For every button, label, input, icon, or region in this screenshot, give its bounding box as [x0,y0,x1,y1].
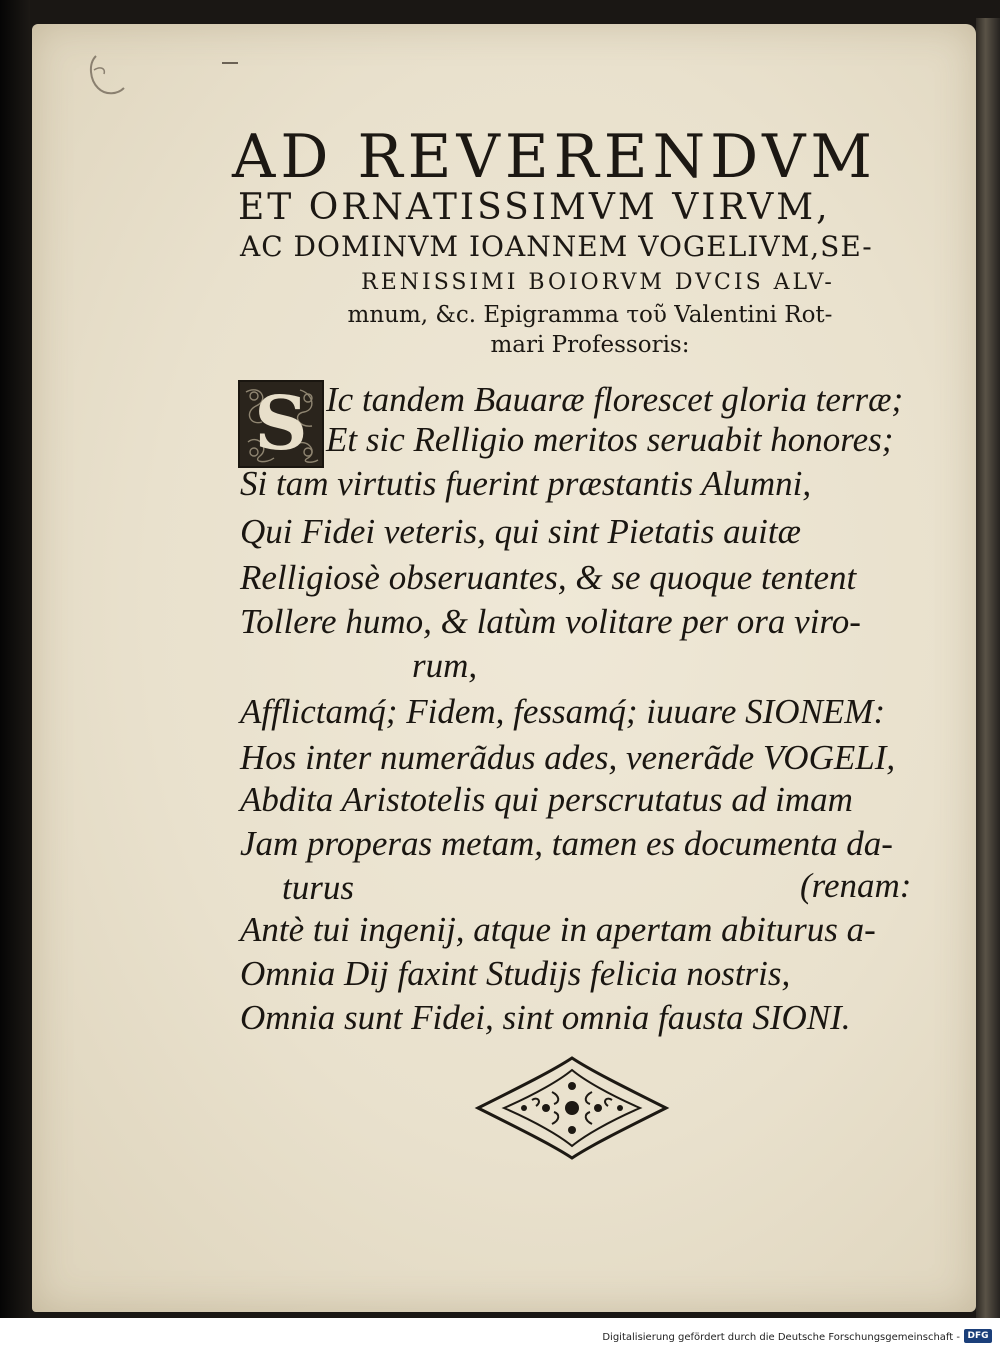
heading-line-5: mnum, &c. Epigramma τοῦ Valentini Rot- [347,302,833,328]
poem-line: Qui Fidei veteris, qui sint Pietatis auitæ [240,512,801,551]
heading-line-4: RENISSIMI BOIORVM DVCIS ALV- [361,270,835,295]
poem-line: Relligiosè obseruantes, & se quoque tentent [240,558,857,597]
poem-line: Omnia sunt Fidei, sint omnia fausta SIONI. [240,998,851,1037]
fleuron-ornament-icon [472,1052,672,1164]
poem-line: Ic tandem Bauaræ florescet gloria terræ; [326,380,904,419]
poem-line: rum, [412,646,478,685]
poem-line: Hos inter numerãdus ades, venerãde VOGELI, [240,738,896,777]
book-right-edge [976,18,1000,1318]
poem-line: turus [282,868,354,907]
footer-credit: Digitalisierung gefördert durch die Deutsche Forschungsgemeinschaft - [602,1332,960,1343]
book-left-edge [0,0,30,1347]
heading-line-1: AD REVERENDVM [232,122,877,192]
poem-line: Omnia Dij faxint Studijs felicia nostris, [240,954,791,993]
poem-line: Abdita Aristotelis qui perscrutatus ad imam [240,780,853,819]
poem-line: Et sic Relligio meritos seruabit honores; [326,420,894,459]
initial-letter: S [254,381,308,467]
poem-line: Si tam virtutis fuerint præstantis Alumni, [240,464,812,503]
pencil-mark [84,50,130,106]
poem-line: (renam: [800,866,912,905]
poem-line: Afflictamq́; Fidem, fessamq́; iuuare SIONEM: [240,692,886,731]
heading-line-2: ET ORNATISSIMVM VIRVM, [238,187,831,228]
poem-line: Tollere humo, & latùm volitare per ora viro- [240,602,861,641]
poem-line: Antè tui ingenij, atque in apertam abiturus a- [240,910,876,949]
ink-dash [222,62,238,64]
decorated-initial [238,380,324,468]
poem-line: Jam properas metam, tamen es documenta da- [240,824,893,863]
heading-line-6: mari Professoris: [490,332,690,358]
heading-line-3: AC DOMINVM IOANNEM VOGELIVM,SE- [240,230,873,263]
dfg-logo: DFG [964,1329,992,1343]
